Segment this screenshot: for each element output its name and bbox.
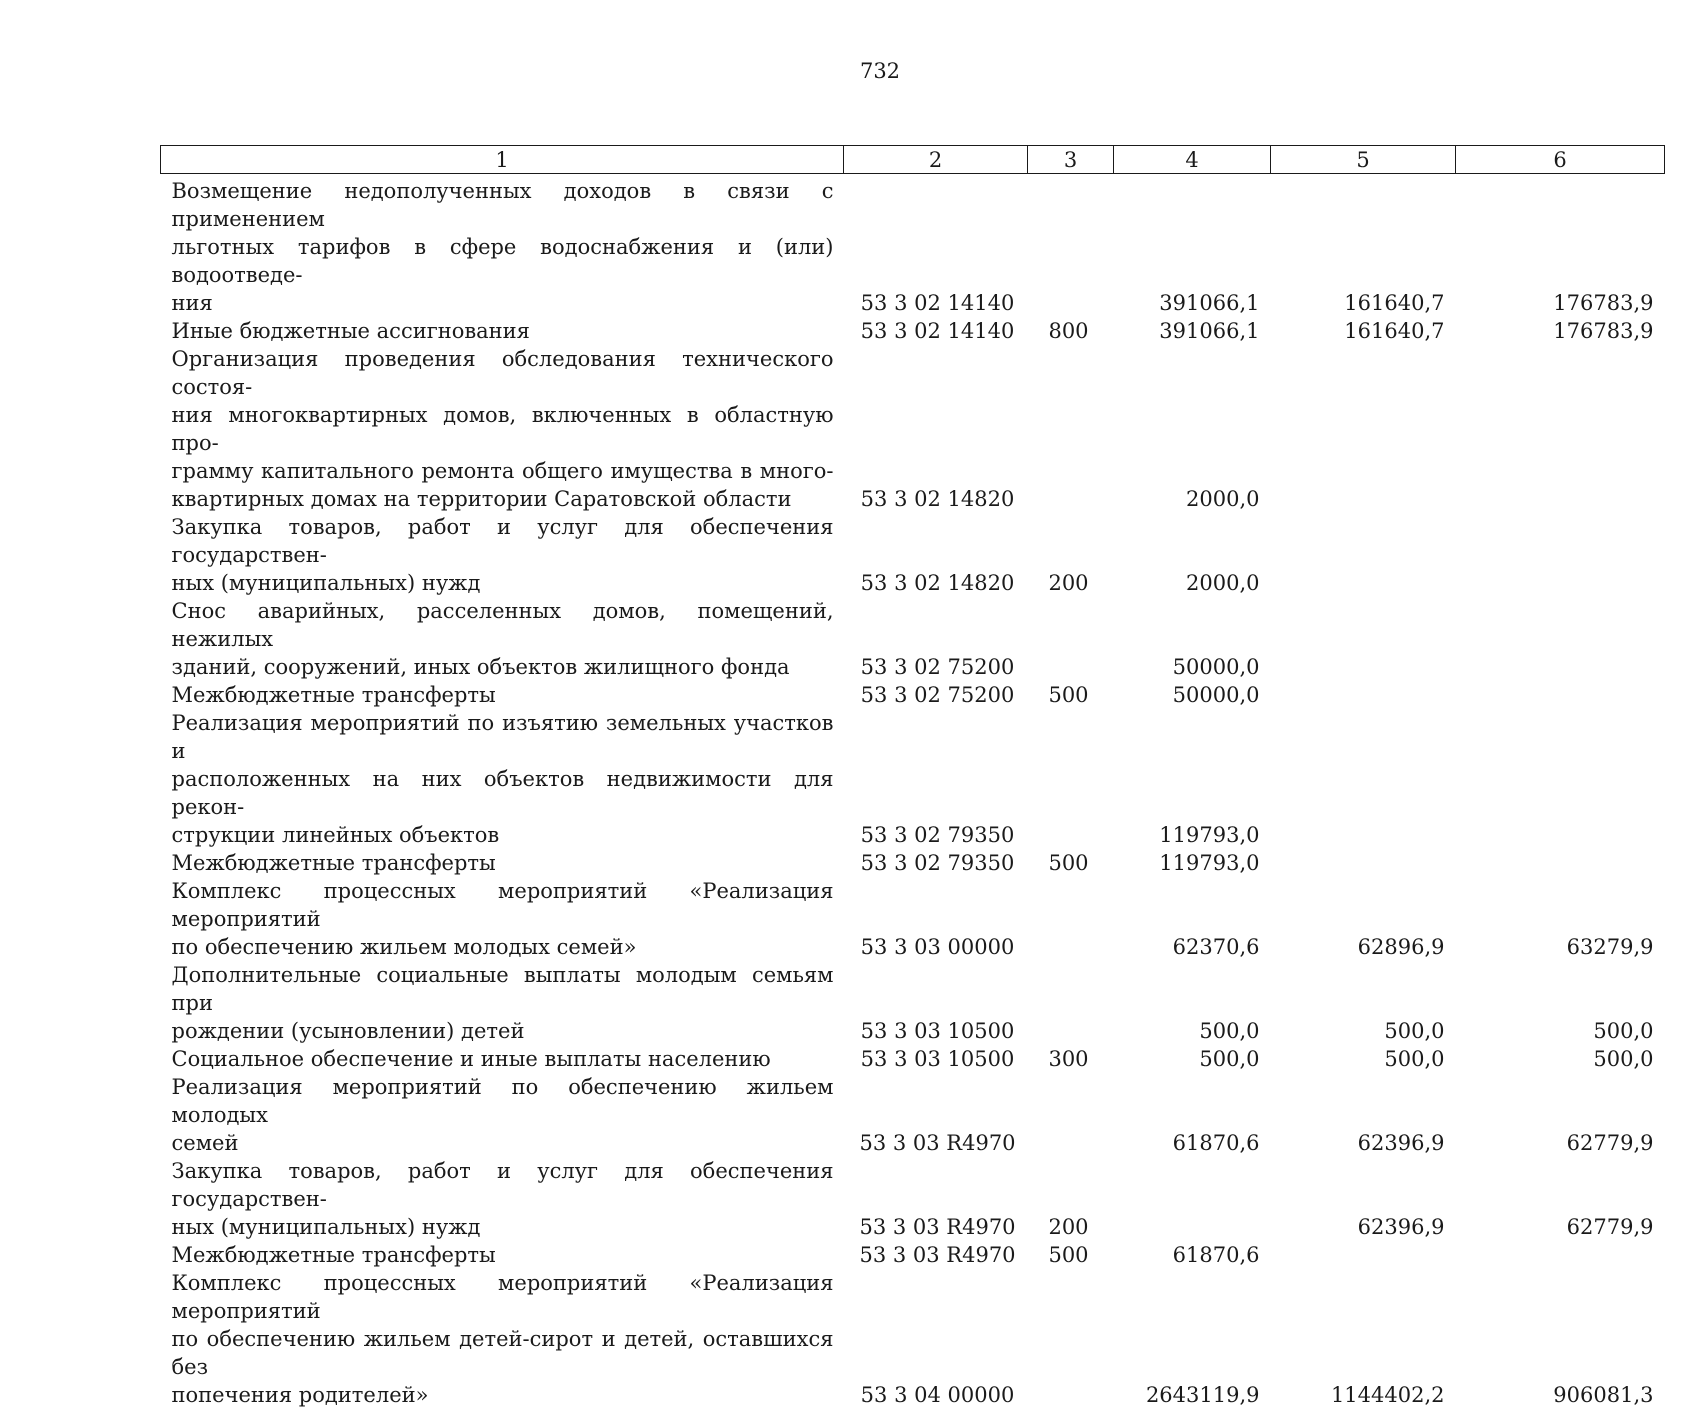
row-name-line: Межбюджетные трансферты: [172, 849, 834, 877]
row-name: [161, 597, 844, 681]
row-value-5: 161640,7: [1271, 174, 1456, 318]
row-name: [161, 709, 844, 849]
row-name-line: Закупка товаров, работ и услуг для обеспечения государствен-: [172, 513, 834, 569]
row-code: 53 3 02 14140: [844, 174, 1028, 318]
row-expense-type: [1028, 709, 1114, 849]
table-row: [161, 1269, 1665, 1409]
row-value-6: [1456, 513, 1665, 597]
row-expense-type: 300: [1028, 1045, 1114, 1073]
row-code: 53 3 02 14140: [844, 317, 1028, 345]
row-value-6: [1456, 345, 1665, 513]
row-value-5: 500,0: [1271, 1045, 1456, 1073]
header-cell-3: 3: [1028, 146, 1114, 174]
row-value-5: [1271, 849, 1456, 877]
row-value-4: 391066,1: [1114, 317, 1271, 345]
row-name: [161, 174, 844, 318]
row-name-line: льготных тарифов в сфере водоснабжения и (или) водоотведе-: [172, 233, 834, 289]
page-number: 732: [0, 58, 1697, 84]
row-value-5: 62396,9: [1271, 1073, 1456, 1157]
table-row: [161, 1073, 1665, 1157]
row-value-5: [1271, 681, 1456, 709]
row-value-4: 2000,0: [1114, 513, 1271, 597]
row-value-6: [1456, 1241, 1665, 1269]
row-code: 53 3 03 R4970: [844, 1241, 1028, 1269]
header-cell-5: 5: [1271, 146, 1456, 174]
row-expense-type: [1028, 345, 1114, 513]
row-value-5: 62896,9: [1271, 877, 1456, 961]
row-name-line: Реализация мероприятий по обеспечению жильем молодых: [172, 1073, 834, 1129]
row-name-line: ния: [172, 289, 834, 317]
row-name: [161, 877, 844, 961]
row-code: 53 3 03 10500: [844, 961, 1028, 1045]
row-name-line: Межбюджетные трансферты: [172, 1241, 834, 1269]
row-value-5: 62396,9: [1271, 1157, 1456, 1241]
row-value-5: 500,0: [1271, 961, 1456, 1045]
header-cell-2: 2: [844, 146, 1028, 174]
row-name-line: Дополнительные социальные выплаты молодым семьям при: [172, 961, 834, 1017]
row-expense-type: 200: [1028, 513, 1114, 597]
row-value-6: 500,0: [1456, 961, 1665, 1045]
row-value-4: 500,0: [1114, 1045, 1271, 1073]
row-value-4: 62370,6: [1114, 877, 1271, 961]
row-value-5: [1271, 513, 1456, 597]
table-row: [161, 961, 1665, 1045]
table-row: [161, 174, 1665, 318]
row-value-4: 119793,0: [1114, 849, 1271, 877]
table-row: [161, 709, 1665, 849]
row-code: 53 3 03 10500: [844, 1045, 1028, 1073]
row-value-6: 62779,9: [1456, 1157, 1665, 1241]
row-code: 53 3 03 R4970: [844, 1157, 1028, 1241]
row-code: 53 3 02 79350: [844, 849, 1028, 877]
row-name: [161, 513, 844, 597]
row-name-line: Организация проведения обследования технического состоя-: [172, 345, 834, 401]
header-cell-1: 1: [161, 146, 844, 174]
row-name-line: ния многоквартирных домов, включенных в областную про-: [172, 401, 834, 457]
row-value-4: 61870,6: [1114, 1073, 1271, 1157]
row-code: 53 3 02 14820: [844, 513, 1028, 597]
row-name-line: Закупка товаров, работ и услуг для обеспечения государствен-: [172, 1157, 834, 1213]
row-value-4: 2000,0: [1114, 345, 1271, 513]
table-row: [161, 345, 1665, 513]
row-name-line: струкции линейных объектов: [172, 821, 834, 849]
header-row: [161, 146, 1665, 174]
row-code: 53 3 04 00000: [844, 1269, 1028, 1409]
row-name-line: Межбюджетные трансферты: [172, 681, 834, 709]
row-value-6: 906081,3: [1456, 1269, 1665, 1409]
row-name-line: по обеспечению жильем детей-сирот и детей, оставшихся без: [172, 1325, 834, 1381]
row-code: 53 3 02 75200: [844, 597, 1028, 681]
row-value-6: [1456, 709, 1665, 849]
row-name: [161, 1269, 844, 1409]
row-name-line: семей: [172, 1129, 834, 1157]
table-row: [161, 1157, 1665, 1241]
row-value-6: [1456, 597, 1665, 681]
table-row: [161, 597, 1665, 681]
row-name: [161, 345, 844, 513]
row-value-4: 119793,0: [1114, 709, 1271, 849]
row-name-line: рождении (усыновлении) детей: [172, 1017, 834, 1045]
row-value-5: [1271, 1241, 1456, 1269]
row-expense-type: 500: [1028, 681, 1114, 709]
row-value-4: 61870,6: [1114, 1241, 1271, 1269]
row-name-line: Реализация мероприятий по изъятию земельных участков и: [172, 709, 834, 765]
row-name: [161, 1241, 844, 1269]
row-value-6: [1456, 849, 1665, 877]
table-row: [161, 317, 1665, 345]
row-value-5: [1271, 709, 1456, 849]
row-expense-type: [1028, 1269, 1114, 1409]
row-value-6: 62779,9: [1456, 1073, 1665, 1157]
row-value-4: 50000,0: [1114, 681, 1271, 709]
row-name: [161, 681, 844, 709]
header-cell-6: 6: [1456, 146, 1665, 174]
row-code: 53 3 02 14820: [844, 345, 1028, 513]
row-value-4: 2643119,9: [1114, 1269, 1271, 1409]
table-row: [161, 681, 1665, 709]
row-expense-type: 200: [1028, 1157, 1114, 1241]
row-value-4: 391066,1: [1114, 174, 1271, 318]
row-expense-type: [1028, 877, 1114, 961]
row-name-line: грамму капитального ремонта общего имущества в много-: [172, 457, 834, 485]
row-name-line: Иные бюджетные ассигнования: [172, 317, 834, 345]
row-name-line: ных (муниципальных) нужд: [172, 1213, 834, 1241]
row-name-line: зданий, сооружений, иных объектов жилищного фонда: [172, 653, 834, 681]
row-name: [161, 961, 844, 1045]
table-row: [161, 1241, 1665, 1269]
row-name: [161, 1073, 844, 1157]
budget-table: [160, 145, 1665, 1409]
row-name-line: попечения родителей»: [172, 1381, 834, 1409]
row-value-5: [1271, 345, 1456, 513]
row-expense-type: [1028, 597, 1114, 681]
row-value-4: [1114, 1157, 1271, 1241]
row-value-6: 176783,9: [1456, 317, 1665, 345]
table-row: [161, 877, 1665, 961]
row-value-5: 1144402,2: [1271, 1269, 1456, 1409]
row-name-line: Комплекс процессных мероприятий «Реализация мероприятий: [172, 877, 834, 933]
row-name: [161, 317, 844, 345]
row-code: 53 3 03 R4970: [844, 1073, 1028, 1157]
row-code: 53 3 03 00000: [844, 877, 1028, 961]
row-value-4: 50000,0: [1114, 597, 1271, 681]
row-value-6: 500,0: [1456, 1045, 1665, 1073]
row-name: [161, 1045, 844, 1073]
row-name: [161, 849, 844, 877]
row-expense-type: [1028, 961, 1114, 1045]
row-expense-type: 500: [1028, 849, 1114, 877]
table-body: [161, 174, 1665, 1409]
row-name-line: ных (муниципальных) нужд: [172, 569, 834, 597]
table-row: [161, 513, 1665, 597]
row-code: 53 3 02 75200: [844, 681, 1028, 709]
row-value-6: [1456, 681, 1665, 709]
row-name-line: Социальное обеспечение и иные выплаты населению: [172, 1045, 834, 1073]
row-name-line: по обеспечению жильем молодых семей»: [172, 933, 834, 961]
table-row: [161, 849, 1665, 877]
row-value-5: 161640,7: [1271, 317, 1456, 345]
row-expense-type: [1028, 174, 1114, 318]
row-code: 53 3 02 79350: [844, 709, 1028, 849]
header-cell-4: 4: [1114, 146, 1271, 174]
row-value-6: 176783,9: [1456, 174, 1665, 318]
row-value-4: 500,0: [1114, 961, 1271, 1045]
row-expense-type: [1028, 1073, 1114, 1157]
row-name-line: расположенных на них объектов недвижимости для рекон-: [172, 765, 834, 821]
row-name-line: квартирных домах на территории Саратовской области: [172, 485, 834, 513]
row-name-line: Снос аварийных, расселенных домов, помещений, нежилых: [172, 597, 834, 653]
row-value-5: [1271, 597, 1456, 681]
row-value-6: 63279,9: [1456, 877, 1665, 961]
row-name-line: Комплекс процессных мероприятий «Реализация мероприятий: [172, 1269, 834, 1325]
row-name-line: Возмещение недополученных доходов в связи с применением: [172, 177, 834, 233]
row-name: [161, 1157, 844, 1241]
row-expense-type: 800: [1028, 317, 1114, 345]
row-expense-type: 500: [1028, 1241, 1114, 1269]
table-row: [161, 1045, 1665, 1073]
